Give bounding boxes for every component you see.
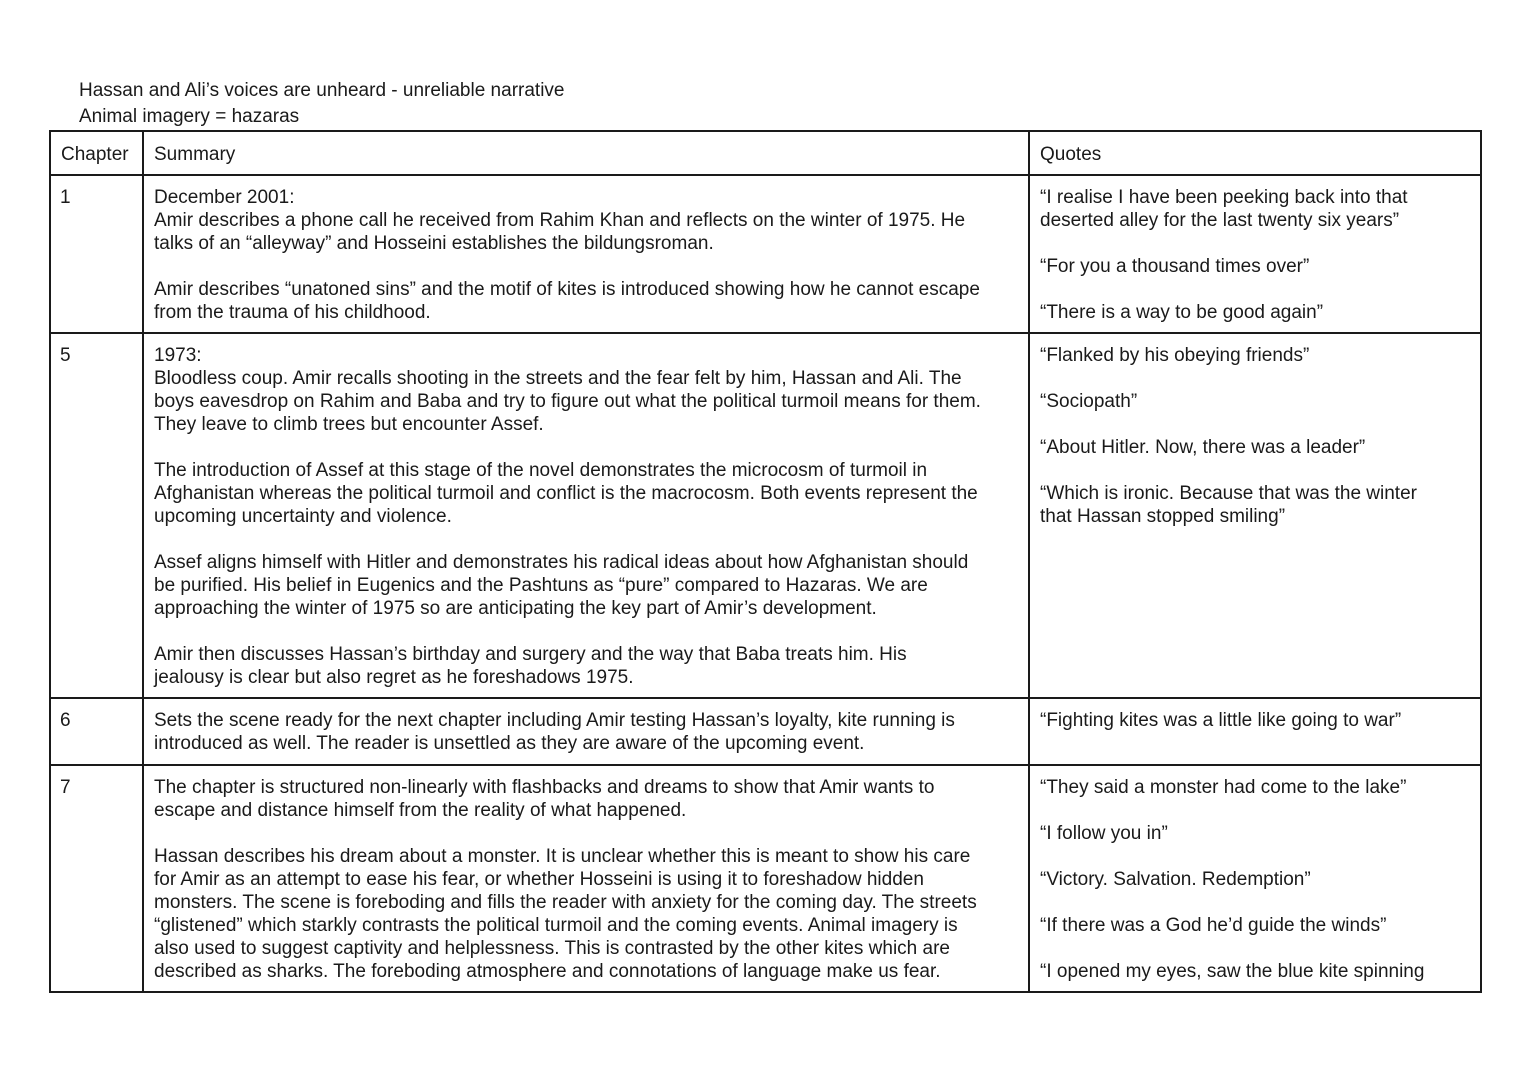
quote-item [1040,914,1470,937]
quote-line: “About Hitler. Now, there was a leader” [1040,437,1366,458]
table-row [50,333,1481,698]
quote-line: “If there was a God he’d guide the winds” [1040,915,1387,936]
quote-line: “For you a thousand times over” [1040,256,1310,277]
quote-item [1040,960,1470,983]
chapter-summary [143,698,1029,765]
summary-paragraph [154,709,1018,755]
summary-line: Afghanistan whereas the political turmoil and conflict is the macrocosm. Both events represent the [154,483,978,504]
summary-line: The chapter is structured non-linearly with flashbacks and dreams to show that Amir wants to [154,777,935,798]
intro-line-imagery: Animal imagery = hazaras [79,106,300,127]
quote-item [1040,482,1470,528]
summary-line: “glistened” which starkly contrasts the political turmoil and the coming events. Animal imagery is [154,915,958,936]
summary-line: for Amir as an attempt to ease his fear, or whether Hosseini is using it to foreshadow hidden [154,869,924,890]
summary-paragraph [154,643,1018,689]
table-row [50,175,1481,333]
summary-line: 1973: [154,345,202,366]
quote-item [1040,776,1470,799]
intro-notes [79,78,564,130]
summary-paragraph [154,344,1018,436]
quote-line: “I follow you in” [1040,823,1168,844]
quote-line: “Flanked by his obeying friends” [1040,345,1310,366]
chapter-number: 1 [50,175,143,333]
summary-paragraph [154,459,1018,528]
quote-line: that Hassan stopped smiling” [1040,506,1286,527]
summary-paragraph [154,845,1018,983]
summary-line: Amir then discusses Hassan’s birthday and surgery and the way that Baba treats him. His [154,644,907,665]
summary-line: also used to suggest captivity and helplessness. This is contrasted by the other kites which are [154,938,950,959]
summary-line: be purified. His belief in Eugenics and the Pashtuns as “pure” compared to Hazaras. We are [154,575,928,596]
intro-line-voices: Hassan and Ali’s voices are unheard - unreliable narrative [79,80,565,101]
table-body [50,175,1481,992]
table-row [50,698,1481,765]
summary-line: described as sharks. The foreboding atmosphere and connotations of language make us fear. [154,961,941,982]
summary-line: Sets the scene ready for the next chapter including Amir testing Hassan’s loyalty, kite running is [154,710,955,731]
quote-line: “Sociopath” [1040,391,1138,412]
summary-line: jealousy is clear but also regret as he foreshadows 1975. [154,667,634,688]
quote-line: “I opened my eyes, saw the blue kite spinning [1040,961,1425,982]
quote-line: “Which is ironic. Because that was the winter [1040,483,1417,504]
table-header-row [50,131,1481,175]
header-summary: Summary [143,131,1029,175]
quote-line: “Victory. Salvation. Redemption” [1040,869,1311,890]
quote-item [1040,255,1470,278]
summary-line: Amir describes a phone call he received from Rahim Khan and reflects on the winter of 1975. He [154,210,966,231]
chapter-number: 7 [50,765,143,992]
summary-paragraph [154,776,1018,822]
chapter-quotes [1029,765,1481,992]
chapter-quotes [1029,698,1481,765]
summary-paragraph [154,186,1018,255]
quote-item [1040,709,1470,732]
summary-line: Bloodless coup. Amir recalls shooting in the streets and the fear felt by him, Hassan and Ali. The [154,368,962,389]
summary-line: talks of an “alleyway” and Hosseini establishes the bildungsroman. [154,233,714,254]
chapter-quotes [1029,333,1481,698]
quote-item [1040,344,1470,367]
quote-item [1040,390,1470,413]
quote-item [1040,868,1470,891]
chapter-number: 5 [50,333,143,698]
chapter-notes-table [49,130,1482,993]
summary-paragraph [154,551,1018,620]
quote-line: “They said a monster had come to the lake” [1040,777,1407,798]
quote-line: “There is a way to be good again” [1040,302,1324,323]
chapter-summary [143,175,1029,333]
quote-line: deserted alley for the last twenty six years” [1040,210,1400,231]
summary-line: Amir describes “unatoned sins” and the motif of kites is introduced showing how he cannot escape [154,279,980,300]
summary-line: Hassan describes his dream about a monster. It is unclear whether this is meant to show his care [154,846,971,867]
summary-line: monsters. The scene is foreboding and fills the reader with anxiety for the coming day. The streets [154,892,977,913]
chapter-number: 6 [50,698,143,765]
quote-line: “I realise I have been peeking back into that [1040,187,1408,208]
summary-line: December 2001: [154,187,295,208]
quote-item [1040,186,1470,232]
summary-line: upcoming uncertainty and violence. [154,506,452,527]
summary-line: The introduction of Assef at this stage of the novel demonstrates the microcosm of turmoil in [154,460,928,481]
summary-line: introduced as well. The reader is unsettled as they are aware of the upcoming event. [154,733,865,754]
quote-line: “Fighting kites was a little like going to war” [1040,710,1402,731]
summary-line: They leave to climb trees but encounter Assef. [154,414,544,435]
table-row [50,765,1481,992]
chapter-summary [143,765,1029,992]
summary-line: boys eavesdrop on Rahim and Baba and try to figure out what the political turmoil means for them. [154,391,981,412]
header-chapter: Chapter [50,131,143,175]
summary-line: approaching the winter of 1975 so are anticipating the key part of Amir’s development. [154,598,877,619]
summary-line: Assef aligns himself with Hitler and demonstrates his radical ideas about how Afghanistan should [154,552,969,573]
quote-item [1040,822,1470,845]
chapter-quotes [1029,175,1481,333]
chapter-summary [143,333,1029,698]
summary-line: from the trauma of his childhood. [154,302,431,323]
quote-item [1040,301,1470,324]
summary-line: escape and distance himself from the reality of what happened. [154,800,687,821]
summary-paragraph [154,278,1018,324]
header-quotes: Quotes [1029,131,1481,175]
quote-item [1040,436,1470,459]
